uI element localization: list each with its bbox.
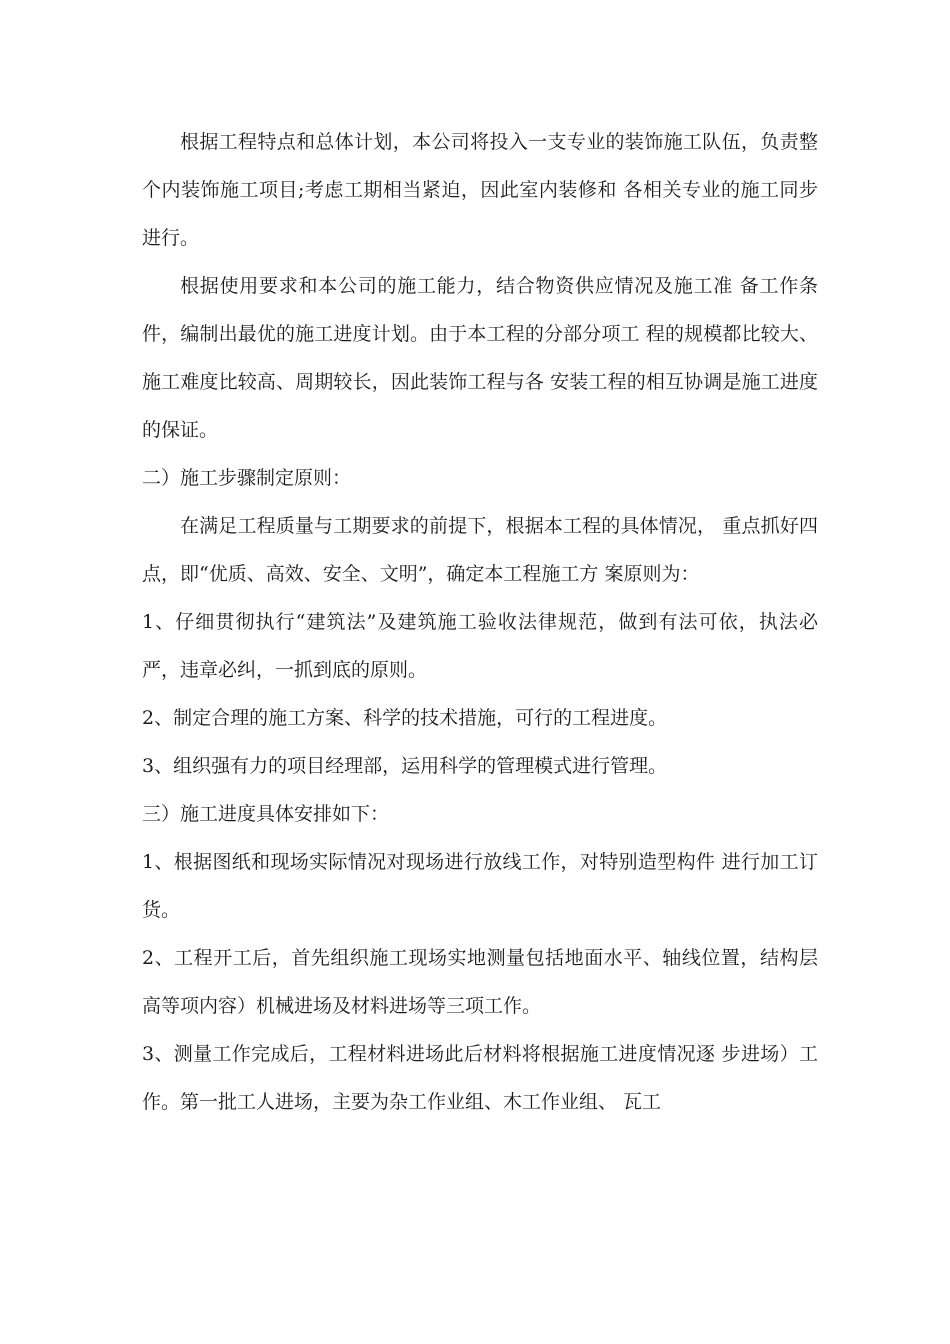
list-item-principle-2: 2、制定合理的施工方案、科学的技术措施，可行的工程进度。 (142, 707, 668, 729)
list-item-principle-3: 3、组织强有力的项目经理部，运用科学的管理模式进行管理。 (142, 755, 668, 777)
list-item-schedule-2: 2、工程开工后，首先组织施工现场实地测量包括地面水平、轴线位置，结构层高等项内容）机械进场及材料进场等三项工作。 (142, 947, 818, 1017)
paragraph-principles-intro: 在满足工程质量与工期要求的前提下，根据本工程的具体情况， 重点抓好四点，即“优质、高效、安全、文明”，确定本工程施工方 案原则为： (142, 515, 818, 585)
paragraph-schedule-plan: 根据使用要求和本公司的施工能力，结合物资供应情况及施工准 备工作条件，编制出最优的施工进度计划。由于本工程的分部分项工 程的规模都比较大、施工难度比较高、周期较长，因此装饰工程与各 安装工程的相互协调是施工进度的保证。 (142, 275, 818, 441)
section-heading-principles: 二）施工步骤制定原则： (142, 467, 352, 489)
document-body (142, 118, 818, 1126)
section-heading-schedule: 三）施工进度具体安排如下： (142, 803, 390, 825)
paragraph-construction-team: 根据工程特点和总体计划，本公司将投入一支专业的装饰施工队伍，负责整个内装饰施工项目;考虑工期相当紧迫，因此室内装修和 各相关专业的施工同步进行。 (142, 131, 818, 249)
list-item-schedule-3: 3、测量工作完成后，工程材料进场此后材料将根据施工进度情况逐 步进场）工作。第一批工人进场，主要为杂工作业组、木工作业组、 瓦工 (142, 1043, 818, 1113)
list-item-principle-1: 1、仔细贯彻执行“建筑法”及建筑施工验收法律规范，做到有法可依，执法必严，违章必纠，一抓到底的原则。 (142, 611, 818, 681)
list-item-schedule-1: 1、根据图纸和现场实际情况对现场进行放线工作，对特别造型构件 进行加工订货。 (142, 851, 818, 921)
